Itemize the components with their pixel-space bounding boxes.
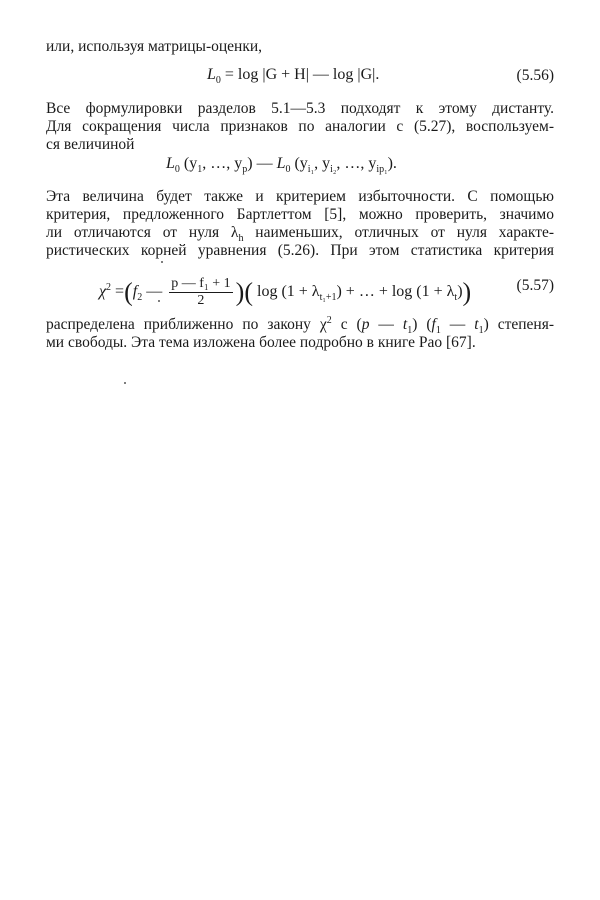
eq-symbol: L [276,155,286,172]
text-run: распределена приближенно по закону χ [46,316,327,333]
eq-subscript: 0 [174,164,180,175]
equation-5-57 [99,276,471,309]
fraction-numerator: p — f₁ + 1 [171,276,231,291]
text-run: — [449,316,466,333]
paragraph-line: Для сокращения числа признаков по аналогии с (5.27), воспользуем- [46,118,554,135]
equation-number-5-56: (5.56) [516,67,554,84]
print-speck [124,382,126,384]
open-paren: ( [244,277,253,307]
text-run: с ( [340,316,362,333]
math-var: t [474,316,479,333]
chi-superscript: 2 [326,315,332,326]
lambda-subscript: h [238,233,244,244]
eq-text: ). [387,155,397,172]
eq-text: — [146,283,163,301]
math-subscript: 1 [407,325,413,336]
eq-symbol: L [207,66,216,83]
close-paren: ) [235,277,245,307]
eq-subscript: 0 [215,75,221,86]
paragraph-line: Все формулировки разделов 5.1—5.3 подходят к этому дистанту. [46,100,554,117]
eq-text: log (1 + λ [257,283,320,301]
paragraph-line: критерия, предложенного Бартлеттом [5], можно проверить, значимо [46,206,554,223]
eq-subscript: 0 [285,164,291,175]
eq-text: ) [457,283,463,301]
text-run: — [378,316,394,333]
eq-subscript: 1 [197,164,203,175]
paragraph-line [46,316,554,334]
fraction [169,276,232,309]
equation-l0-difference [166,155,397,173]
eq-subscript: t₁+1 [319,292,337,304]
fraction-denominator: 2 [197,293,205,308]
eq-text: (y [183,155,198,172]
math-subscript: 1 [478,325,484,336]
math-var: f [431,316,436,333]
eq-subscript: t [454,292,458,304]
eq-text: = [115,283,125,301]
text-run: наименьших, отличных от нуля характе- [255,224,555,241]
text-run: ли отличаются от нуля λ [46,224,239,241]
eq-text: , y [314,155,331,172]
text-run: ) ( [412,316,432,333]
eq-subscript: ip₁ [376,164,388,175]
equation-number-5-57: (5.57) [516,277,554,294]
print-speck [161,261,163,263]
math-subscript: 1 [435,325,441,336]
paragraph-line: ся величиной [46,136,135,153]
eq-text: (y [294,155,308,172]
eq-text: ) + … + log (1 + λ [336,283,455,301]
math-var: t [402,316,408,333]
eq-body: = log |G + H| — log |G|. [224,66,380,83]
paragraph-line [46,224,554,242]
paragraph-line: Эта величина будет также и критерием избыточности. С помощью [46,188,554,205]
equation-5-56 [207,66,379,84]
eq-subscript: 2 [137,292,143,304]
eq-text: ) — [247,155,277,172]
eq-symbol: f [132,283,138,301]
math-var: p [361,316,370,333]
paragraph-line: ми свободы. Эта тема изложена более подробно в книге Рао [67]. [46,334,476,351]
close-paren: ) [462,277,472,307]
text-run: ) степеня- [483,316,554,333]
paragraph-line: ристических корней уравнения (5.26). При этом статистика критерия [46,242,554,259]
eq-superscript: 2 [106,282,112,294]
text-line-intro: или, используя матрицы-оценки, [46,38,263,55]
eq-symbol: χ [99,283,107,301]
eq-subscript: p [242,164,248,175]
eq-subscript: i₁ [307,164,315,175]
open-paren: ( [124,277,133,307]
eq-subscript: i₂ [330,164,337,175]
eq-text: , …, y [202,155,243,172]
eq-text: , …, y [336,155,377,172]
eq-symbol: L [166,155,175,172]
